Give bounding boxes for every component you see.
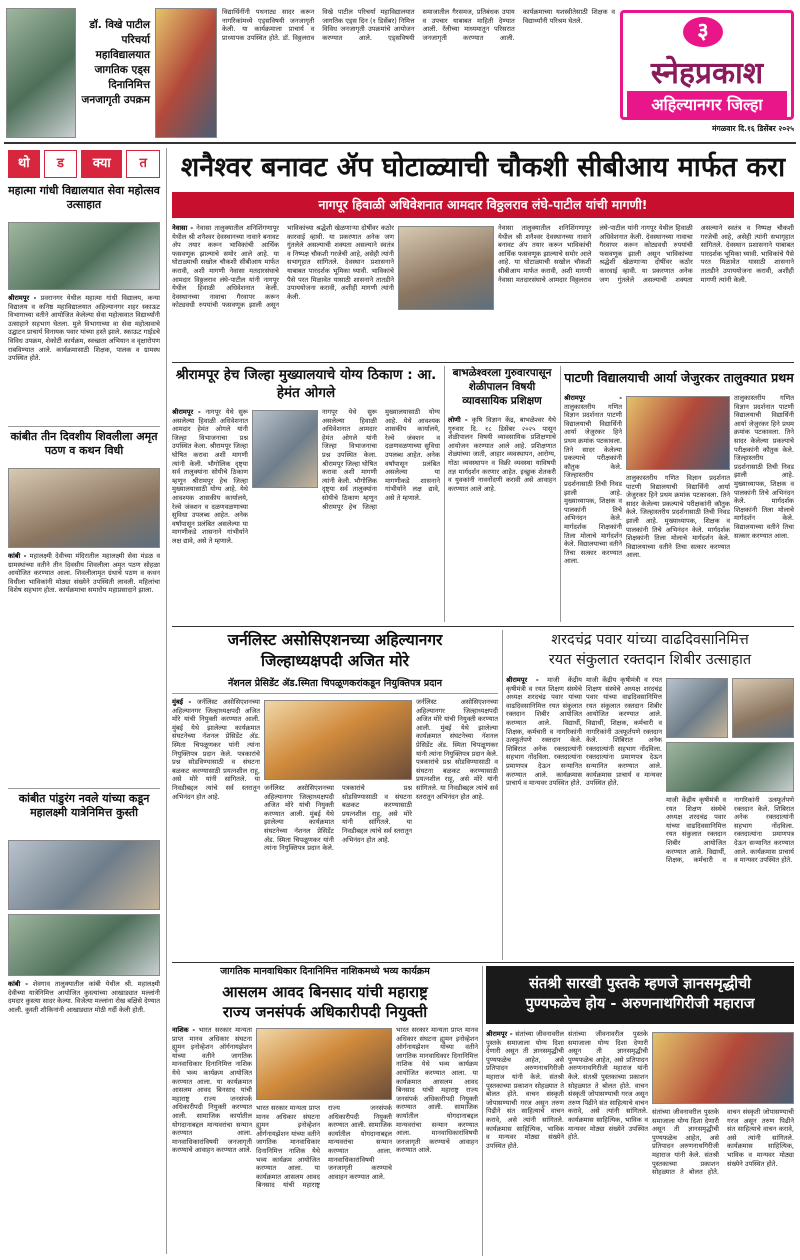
sant-title-line2: पुण्यफळेच होय - अरुणनाथगिरीजी महाराज bbox=[525, 996, 755, 1012]
aslam-kicker: जागतिक मानवाधिकार दिनानिमित्त नाशिकमध्ये भव्य कार्यक्रम bbox=[220, 966, 430, 977]
aslam-text-left bbox=[172, 1026, 252, 1254]
lead-text-right: नेवासा तालुक्यातील शनिशिंगणापूर येथील श्री शनैश्वर देवस्थानच्या नावाने बनावट ॲप तयार करून भाविकांची आर्थिक फसवणूक झाल्याचे समोर आले आहे. या घोटाळ्याची सखोल चौकशी सीबीआय मार्फत करावी, अशी मागणी नेवासा मतदारसंघाचे आमदार विठ्ठलराव लंघे-पाटील यांनी नागपूर येथील हिवाळी अधिवेशनात केली. देवस्थानच्या नावाचा गैरवापर करून कोट्यवधी रुपयांची फसवणूक झाली असून भाविकांच्या श्रद्धेशी खेळणाऱ्या दोषींवर कठोर कारवाई व्हावी. या प्रकरणात अनेक जण गुंतलेले असल्याची शक्यता असल्याने स्वतंत्र व निष्पक्ष चौकशी गरजेची आहे, असेही त्यांनी सभागृहात सांगितले. देवस्थान प्रशासनाने याबाबत पारदर्शक भूमिका घ्यावी. भाविकांचे पैसे परत मिळावेत यासाठी शासनाने तातडीने उपाययोजना करावी, अशीही मागणी त्यांनी केली. bbox=[498, 224, 794, 284]
aslam-photo bbox=[256, 1028, 392, 1100]
sidebar-story1-title: महात्मा गांधी विद्यालयात सेवा महोत्सव उत्साहात bbox=[8, 184, 160, 211]
top-photo-left bbox=[6, 8, 76, 138]
story-body: जर्नलिस्ट असोसिएशनच्या अहिल्यानगर जिल्हाध्यक्षपदी अजित मोरे यांची नियुक्ती करण्यात आली. मुंबई येथे झालेल्या कार्यक्रमात संघटनेच्या नॅशनल प्रेसिडेंट ॲड. स्मिता चिपळूणकर यांनी त्यांना नियुक्तिपत्र प्रदान केले. पत्रकारांचे प्रश्न सोडविण्यासाठी व संघटना बळकट करण्यासाठी प्रयत्नशील राहू, असे मोरे यांनी सांगितले. या निवडीबद्दल त्यांचे सर्व स्तरातून अभिनंदन होत आहे. bbox=[172, 698, 260, 801]
tag-letter: ड bbox=[44, 150, 78, 178]
shrirampur-text-left bbox=[172, 408, 248, 618]
journalist-title-line2: जिल्हाध्यक्षपदी अजित मोरे bbox=[260, 652, 410, 670]
lead-subhead-text: नागपूर हिवाळी अधिवेशनात आमदार विठ्ठलराव लंघे-पाटील यांची मागणी! bbox=[318, 197, 648, 212]
story-body: महालक्ष्मी देवीच्या मंदिरातील महालक्ष्मी सेवा मंडळ व ग्रामस्थांच्या वतीने तीन दिवसीय शिवलीला अमृत पठण सोहळा आयोजित करण्यात आला. शिवलीलामृत ग्रंथाचे पठण व कथन विधीला भाविकांनी मोठ्या संख्येने उपस्थिती लावली. महिलांचा विशेष सहभाग होता. कार्यक्रमाचा समारोप महाप्रसादाने झाला. bbox=[8, 552, 160, 595]
page-number-badge bbox=[683, 17, 723, 47]
patani-text-right: तालुकास्तरीय गणित विज्ञान प्रदर्शनात पाटणी विद्यालयाची विद्यार्थिनी आर्या जेजुरकर हिने प्रथम क्रमांक पटकावला. तिने सादर केलेल्या प्रकल्पाचे परीक्षकांनी कौतुक केले. जिल्हास्तरीय प्रदर्शनासाठी तिची निवड झाली आहे. मुख्याध्यापक, शिक्षक व पालकांनी तिचे अभिनंदन केले. मार्गदर्शक शिक्षकांनी तिला मोलाचे मार्गदर्शन केले. विद्यालयाच्या वतीने तिचा सत्कार करण्यात आला. bbox=[734, 394, 794, 540]
sidebar-story2-title: कांबीत तीन दिवशीय शिवलीला अमृत पठण व कथन विधी bbox=[10, 430, 158, 457]
aslam-text-right: भारत सरकार मान्यता प्राप्त मानव अधिकार संघटना ह्युमन इनोव्हेशन ऑर्गनायझेशन यांच्या वतीने जागतिक मानवाधिकार दिनानिमित्त नाशिक येथे भव्य कार्यक्रम आयोजित करण्यात आला. या कार्यक्रमात आसलम आवद बिनसाद यांची महाराष्ट्र राज्य जनसंपर्क अधिकारीपदी नियुक्ती करण्यात आली. सामाजिक कार्यातील योगदानाबद्दल मान्यवरांचा सन्मान करण्यात आला. मानवाधिकारांविषयी जनजागृती करण्याचे आवाहन करण्यात आले. bbox=[396, 1026, 478, 1155]
aslam-title bbox=[172, 982, 478, 1022]
dateline: नेवासा - bbox=[172, 224, 194, 232]
aslam-title-line1: आसलम आवद बिनसाद यांची महाराष्ट्र bbox=[222, 983, 428, 1001]
story-body: प्रवरानगर येथील महात्मा गांधी विद्यालय, कन्या विद्यालय व कनिष्ठ महाविद्यालयात अहिल्यानगर शहर स्काऊट विभागाच्या वतीने आयोजित केलेल्या सेवा महोत्सवात विद्यार्थ्यांनी उत्साहाने सहभाग घेतला. मुले विभागाच्या वा सेवा महोत्सवाचे उद्घाटन प्राचार्य विनायक पवार यांच्या हस्ते झाले. स्काऊट गाईडचे विविध उपक्रम, शेकोटी कार्यक्रम, स्वच्छता अभियान व वृक्षारोपण राबविण्यात आले. कार्यक्रमासाठी शिक्षक, पालक व ग्रामस्थ उपस्थित होते. bbox=[8, 294, 160, 363]
shrirampur-photo bbox=[252, 410, 318, 488]
sant-text-right: संतांच्या जीवनावरील पुस्तके समाजाला योग्य दिशा देणारी असून ती ज्ञानसमृद्धीची पुण्यफळेच आहेत, असे प्रतिपादन अरुणनाथगिरीजी महाराज यांनी केले. संतश्री पुस्तकाच्या प्रकाशन सोहळ्यात ते बोलत होते. वाचन संस्कृती जोपासण्याची गरज असून तरुण पिढीने संत साहित्याचे वाचन करावे, असे त्यांनी सांगितले. कार्यक्रमास साहित्यिक, भाविक व मान्यवर मोठ्या संख्येने उपस्थित होते. bbox=[652, 1108, 794, 1177]
sidebar-story3-photo-2 bbox=[8, 914, 160, 976]
sidebar-story1-photo bbox=[8, 222, 160, 290]
tag-letter: थो bbox=[8, 150, 40, 178]
aslam-title-line2: राज्य जनसंपर्क अधिकारीपदी नियुक्ती bbox=[222, 1003, 428, 1021]
story-body: माजी केंद्रीय कृषीमंत्री व रयत शिक्षण संस्थेचे अध्यक्ष शरदचंद्र पवार यांच्या वाढदिवसानिमित्त रयत संकुलात रक्तदान शिबीर आयोजित करण्यात आले. विद्यार्थी, शिक्षक, कर्मचारी व नागरिकांनी उत्स्फूर्तपणे रक्तदान केले. शिबिरात अनेक रक्तदात्यांनी सहभाग नोंदविला. रक्तदात्यांना प्रमाणपत्र देऊन सन्मानित करण्यात आले. कार्यक्रमास प्राचार्य व मान्यवर उपस्थित होते. bbox=[506, 676, 582, 788]
story-body: कृषि विज्ञान केंद्र, बाभळेश्वर येथे गुरुवार दि. १८ डिसेंबर २०२५ पासून शेळीपालन विषयी व्यावसायिक प्रशिक्षणाचे आयोजन करण्यात आले आहे. प्रशिक्षणात शेळ्यांच्या जाती, आहार व्यवस्थापन, आरोग्य, गोठा व्यवस्थापन व विक्री व्यवस्था याविषयी तज्ञ मार्गदर्शन करणार आहेत. इच्छुक शेतकरी व युवकांनी नावनोंदणी करावी असे आवाहन करण्यात आले आहे. bbox=[448, 416, 556, 493]
dateline: कांबी - bbox=[8, 980, 28, 988]
page-number: ३ bbox=[697, 19, 709, 44]
sidebar-story3-title: कांबीत पांडुरंग नवले यांच्या कडून महालक्ष्मी यात्रेनिमित्त कुस्ती bbox=[18, 792, 150, 819]
patani-text-mid: तालुकास्तरीय गणित विज्ञान प्रदर्शनात पाटणी विद्यालयाची विद्यार्थिनी आर्या जेजुरकर हिने प्रथम क्रमांक पटकावला. तिने सादर केलेल्या प्रकल्पाचे परीक्षकांनी कौतुक केले. जिल्हास्तरीय प्रदर्शनासाठी तिची निवड झाली आहे. मुख्याध्यापक, शिक्षक व पालकांनी तिचे अभिनंदन केले. मार्गदर्शक शिक्षकांनी तिला मोलाचे मार्गदर्शन केले. विद्यालयाच्या वतीने तिचा सत्कार करण्यात आला. bbox=[626, 474, 730, 560]
shrirampur-text-right: नागपूर येथे सुरू असलेल्या हिवाळी अधिवेशनात आमदार हेमंत ओगले यांनी जिल्हा विभाजनाचा प्रश्न उपस्थित केला. श्रीरामपूर जिल्हा घोषित करावा अशी मागणी त्यांनी केली. भौगोलिक दृष्ट्या सर्व तालुक्यांना सोयीचे ठिकाण म्हणून श्रीरामपूर हेच जिल्हा मुख्यालयासाठी योग्य आहे. येथे आवश्यक शासकीय कार्यालये, रेल्वे जंक्शन व दळणवळणाच्या सुविधा उपलब्ध आहेत. अनेक वर्षांपासून प्रलंबित असलेल्या या मागणीकडे शासनाने गांभीर्याने लक्ष द्यावे, असे ते म्हणाले. bbox=[322, 408, 440, 511]
dateline: मुंबई - bbox=[172, 698, 192, 706]
sharad-text-mid: माजी केंद्रीय कृषीमंत्री व रयत शिक्षण संस्थेचे अध्यक्ष शरदचंद्र पवार यांच्या वाढदिवसानिमित्त रयत संकुलात रक्तदान शिबीर आयोजित करण्यात आले. विद्यार्थी, शिक्षक, कर्मचारी व नागरिकांनी उत्स्फूर्तपणे रक्तदान केले. शिबिरात अनेक रक्तदात्यांनी सहभाग नोंदविला. रक्तदात्यांना प्रमाणपत्र देऊन सन्मानित करण्यात आले. कार्यक्रमास प्राचार्य व मान्यवर उपस्थित होते. bbox=[586, 676, 662, 788]
sharad-text-right: माजी केंद्रीय कृषीमंत्री व रयत शिक्षण संस्थेचे अध्यक्ष शरदचंद्र पवार यांच्या वाढदिवसानिमित्त रयत संकुलात रक्तदान शिबीर आयोजित करण्यात आले. विद्यार्थी, शिक्षक, कर्मचारी व नागरिकांनी उत्स्फूर्तपणे रक्तदान केले. शिबिरात अनेक रक्तदात्यांनी सहभाग नोंदविला. रक्तदात्यांना प्रमाणपत्र देऊन सन्मानित करण्यात आले. कार्यक्रमास प्राचार्य व मान्यवर उपस्थित होते. bbox=[666, 796, 794, 865]
edition-name: अहिल्यानगर जिल्हा bbox=[627, 91, 787, 117]
journalist-text-right: जर्नलिस्ट असोसिएशनच्या अहिल्यानगर जिल्हाध्यक्षपदी अजित मोरे यांची नियुक्ती करण्यात आली. मुंबई येथे झालेल्या कार्यक्रमात संघटनेच्या नॅशनल प्रेसिडेंट ॲड. स्मिता चिपळूणकर यांनी त्यांना नियुक्तिपत्र प्रदान केले. पत्रकारांचे प्रश्न सोडविण्यासाठी व संघटना बळकट करण्यासाठी प्रयत्नशील राहू, असे मोरे यांनी सांगितले. या निवडीबद्दल त्यांचे सर्व स्तरातून अभिनंदन होत आहे. bbox=[416, 698, 498, 801]
dateline: कांबी - bbox=[8, 552, 27, 560]
masthead bbox=[620, 10, 794, 120]
story-body: नागपूर येथे सुरू असलेल्या हिवाळी अधिवेशनात आमदार हेमंत ओगले यांनी जिल्हा विभाजनाचा प्रश्न उपस्थित केला. श्रीरामपूर जिल्हा घोषित करावा अशी मागणी त्यांनी केली. भौगोलिक दृष्ट्या सर्व तालुक्यांना सोयीचे ठिकाण म्हणून श्रीरामपूर हेच जिल्हा मुख्यालयासाठी योग्य आहे. येथे आवश्यक शासकीय कार्यालये, रेल्वे जंक्शन व दळणवळणाच्या सुविधा उपलब्ध आहेत. अनेक वर्षांपासून प्रलंबित असलेल्या या मागणीकडे शासनाने गांभीर्याने लक्ष द्यावे, असे ते म्हणाले. bbox=[172, 408, 248, 545]
sant-title bbox=[486, 966, 794, 1024]
sharad-title bbox=[506, 630, 794, 670]
sant-text-left bbox=[486, 1030, 564, 1254]
tag-letter: क्या bbox=[81, 150, 122, 178]
journalist-title bbox=[172, 630, 498, 672]
dateline: लोणी - bbox=[448, 416, 468, 424]
sidebar-story1-text bbox=[8, 294, 160, 422]
sidebar-story2-text bbox=[8, 552, 160, 784]
sharad-title-line1: शरदचंद्र पवार यांच्या वाढदिवसानिमित्त bbox=[551, 632, 749, 648]
top-caption: डॉ. विखे पाटील परिचर्या महाविद्यालयात जागतिक एड्स दिनानिमित्त जनजागृती उपक्रम bbox=[81, 19, 150, 106]
story-body: संतांच्या जीवनावरील पुस्तके समाजाला योग्य दिशा देणारी असून ती ज्ञानसमृद्धीची पुण्यफळेच आहेत, असे प्रतिपादन अरुणनाथगिरीजी महाराज यांनी केले. संतश्री पुस्तकाच्या प्रकाशन सोहळ्यात ते बोलत होते. वाचन संस्कृती जोपासण्याची गरज असून तरुण पिढीने संत साहित्याचे वाचन करावे, असे त्यांनी सांगितले. कार्यक्रमास साहित्यिक, भाविक व मान्यवर मोठ्या संख्येने उपस्थित होते. bbox=[486, 1030, 564, 1150]
issue-date: मंगळवार दि.१६ डिसेंबर २०२५ bbox=[712, 124, 794, 133]
sidebar-story3-text bbox=[8, 980, 160, 1252]
story-body: नेवासा तालुक्यातील शनिशिंगणापूर येथील श्री शनैश्वर देवस्थानच्या नावाने बनावट ॲप तयार करून भाविकांची आर्थिक फसवणूक झाल्याचे समोर आले आहे. या घोटाळ्याची सखोल चौकशी सीबीआय मार्फत करावी, अशी मागणी नेवासा मतदारसंघाचे आमदार विठ्ठलराव लंघे-पाटील यांनी नागपूर येथील हिवाळी अधिवेशनात केली. देवस्थानच्या नावाचा गैरवापर करून कोट्यवधी रुपयांची फसवणूक झाली असून भाविकांच्या श्रद्धेशी खेळणाऱ्या दोषींवर कठोर कारवाई व्हावी. या प्रकरणात अनेक जण गुंतलेले असल्याची शक्यता असल्याने स्वतंत्र व निष्पक्ष चौकशी गरजेची आहे, असेही त्यांनी सभागृहात सांगितले. देवस्थान प्रशासनाने याबाबत पारदर्शक भूमिका घ्यावी. भाविकांचे पैसे परत मिळावेत यासाठी शासनाने तातडीने उपाययोजना करावी, अशीही मागणी त्यांनी केली. bbox=[172, 224, 394, 310]
shrirampur-title: श्रीरामपूर हेच जिल्हा मुख्यालयाचे योग्य ठिकाण : आ. हेमंत ओगले bbox=[175, 367, 437, 401]
lead-photo bbox=[398, 226, 494, 310]
tag-letter: त bbox=[126, 150, 160, 178]
journalist-title-line1: जर्नलिस्ट असोसिएशनच्या अहिल्यानगर bbox=[227, 631, 443, 649]
lead-text-left bbox=[172, 224, 394, 358]
dateline: श्रीरामपूर - bbox=[172, 408, 201, 416]
dateline: श्रीरामपूर - bbox=[506, 676, 539, 684]
story-body: भारत सरकार मान्यता प्राप्त मानव अधिकार संघटना ह्युमन इनोव्हेशन ऑर्गनायझेशन यांच्या वतीने जागतिक मानवाधिकार दिनानिमित्त नाशिक येथे भव्य कार्यक्रम आयोजित करण्यात आला. या कार्यक्रमात आसलम आवद बिनसाद यांची महाराष्ट्र राज्य जनसंपर्क अधिकारीपदी नियुक्ती करण्यात आली. सामाजिक कार्यातील योगदानाबद्दल मान्यवरांचा सन्मान करण्यात आला. मानवाधिकारांविषयी जनजागृती करण्याचे आवाहन करण्यात आले. bbox=[172, 1026, 252, 1155]
aslam-text-mid: भारत सरकार मान्यता प्राप्त मानव अधिकार संघटना ह्युमन इनोव्हेशन ऑर्गनायझेशन यांच्या वतीने जागतिक मानवाधिकार दिनानिमित्त नाशिक येथे भव्य कार्यक्रम आयोजित करण्यात आला. या कार्यक्रमात आसलम आवद बिनसाद यांची महाराष्ट्र राज्य जनसंपर्क अधिकारीपदी नियुक्ती करण्यात आली. सामाजिक कार्यातील योगदानाबद्दल मान्यवरांचा सन्मान करण्यात आला. मानवाधिकारांविषयी जनजागृती करण्याचे आवाहन करण्यात आले. bbox=[256, 1104, 392, 1190]
journalist-text-left bbox=[172, 698, 260, 958]
sharad-photo-1 bbox=[666, 678, 728, 738]
journalist-photo bbox=[264, 700, 412, 780]
brand-name: स्नेहप्रकाश bbox=[650, 56, 764, 91]
top-story-text: विद्यार्थिनींनी पथनाट्य सादर करून नागरिकांमध्ये एड्सविषयी जनजागृती केली. या कार्यक्रमाला प्राचार्य व प्राध्यापक उपस्थित होते. डॉ. विठ्ठलराव विखे पाटील परिचर्या महाविद्यालयात जागतिक एड्स दिन (१ डिसेंबर) निमित्त विविध जनजागृती उपक्रमांचे आयोजन करण्यात आले. एड्सविषयी समाजातील गैरसमज, प्रतिबंधक उपाय व उपचार याबाबत माहिती देण्यात आली. रॅलीच्या माध्यमातून परिसरात जनजागृती करण्यात आली. कार्यक्रमाच्या यशस्वीतेसाठी शिक्षक व विद्यार्थ्यांनी परिश्रम घेतले. bbox=[222, 8, 615, 42]
sant-text-mid: संतांच्या जीवनावरील पुस्तके समाजाला योग्य दिशा देणारी असून ती ज्ञानसमृद्धीची पुण्यफळेच आहेत, असे प्रतिपादन अरुणनाथगिरीजी महाराज यांनी केले. संतश्री पुस्तकाच्या प्रकाशन सोहळ्यात ते बोलत होते. वाचन संस्कृती जोपासण्याची गरज असून तरुण पिढीने संत साहित्याचे वाचन करावे, असे त्यांनी सांगितले. कार्यक्रमास साहित्यिक, भाविक व मान्यवर मोठ्या संख्येने उपस्थित होते. bbox=[568, 1030, 648, 1142]
patani-title: पाटणी विद्यालयाची आर्या जेजुरकर तालुक्यात प्रथम bbox=[564, 370, 794, 385]
story-body: तालुकास्तरीय गणित विज्ञान प्रदर्शनात पाटणी विद्यालयाची विद्यार्थिनी आर्या जेजुरकर हिने प्रथम क्रमांक पटकावला. तिने सादर केलेल्या प्रकल्पाचे परीक्षकांनी कौतुक केले. जिल्हास्तरीय प्रदर्शनासाठी तिची निवड झाली आहे. मुख्याध्यापक, शिक्षक व पालकांनी तिचे अभिनंदन केले. मार्गदर्शक शिक्षकांनी तिला मोलाचे मार्गदर्शन केले. विद्यालयाच्या वतीने तिचा सत्कार करण्यात आला. bbox=[564, 402, 622, 566]
section-tag bbox=[8, 150, 160, 178]
sidebar-story3-photo bbox=[8, 840, 160, 910]
journalist-text-mid: जर्नलिस्ट असोसिएशनच्या अहिल्यानगर जिल्हाध्यक्षपदी अजित मोरे यांची नियुक्ती करण्यात आली. मुंबई येथे झालेल्या कार्यक्रमात संघटनेच्या नॅशनल प्रेसिडेंट ॲड. स्मिता चिपळूणकर यांनी त्यांना नियुक्तिपत्र प्रदान केले. पत्रकारांचे प्रश्न सोडविण्यासाठी व संघटना बळकट करण्यासाठी प्रयत्नशील राहू, असे मोरे यांनी सांगितले. या निवडीबद्दल त्यांचे सर्व स्तरातून अभिनंदन होत आहे. bbox=[264, 784, 412, 853]
sharad-title-line2: रयत संकुलात रक्तदान शिबीर उत्साहात bbox=[548, 652, 752, 668]
sharad-photo-2 bbox=[732, 678, 794, 738]
sharad-photo-3 bbox=[666, 742, 794, 792]
dateline: नाशिक - bbox=[172, 1026, 196, 1034]
patani-photo bbox=[626, 396, 730, 470]
lead-subhead bbox=[172, 192, 794, 218]
patani-text-left bbox=[564, 394, 622, 622]
sant-title-line1: संतश्री सारखी पुस्तके म्हणजे ज्ञानसमृद्धीची bbox=[529, 976, 751, 992]
journalist-subtitle: नॅशनल प्रेसिडेंट ॲड.स्मिता चिपळूणकरांकडून नियुक्तिपत्र प्रदान bbox=[172, 678, 498, 694]
sidebar-story2-photo bbox=[8, 468, 160, 548]
dateline: श्रीरामपूर - bbox=[564, 394, 622, 402]
top-photo-right bbox=[155, 8, 217, 138]
dateline: श्रीरामपूर - bbox=[486, 1030, 513, 1038]
story-body: शेवगाव तालुक्यातील कांबी येथील श्री. महालक्ष्मी देवीच्या यात्रेनिमित्त आयोजित कुस्त्यांच्या आखाड्यात मल्लांनी दमदार कुस्त्या सादर केल्या. विजेत्या मल्लांना रोख बक्षिसे देण्यात आली. कुस्ती शौकिनांनी आखाड्यात मोठी गर्दी केली होती. bbox=[8, 980, 160, 1014]
bambhaleshwar-title: बाभळेश्वरला गुरुवारपासून शेळीपालन विषयी व्यावसायिक प्रशिक्षण bbox=[452, 367, 552, 407]
lead-headline: शनैश्वर बनावट ॲप घोटाळ्याची चौकशी सीबीआय मार्फत करा bbox=[180, 152, 786, 183]
bambhaleshwar-text bbox=[448, 416, 556, 622]
sharad-text-left bbox=[506, 676, 582, 958]
dateline: श्रीरामपूर - bbox=[8, 294, 37, 302]
sant-photo bbox=[652, 1032, 794, 1104]
